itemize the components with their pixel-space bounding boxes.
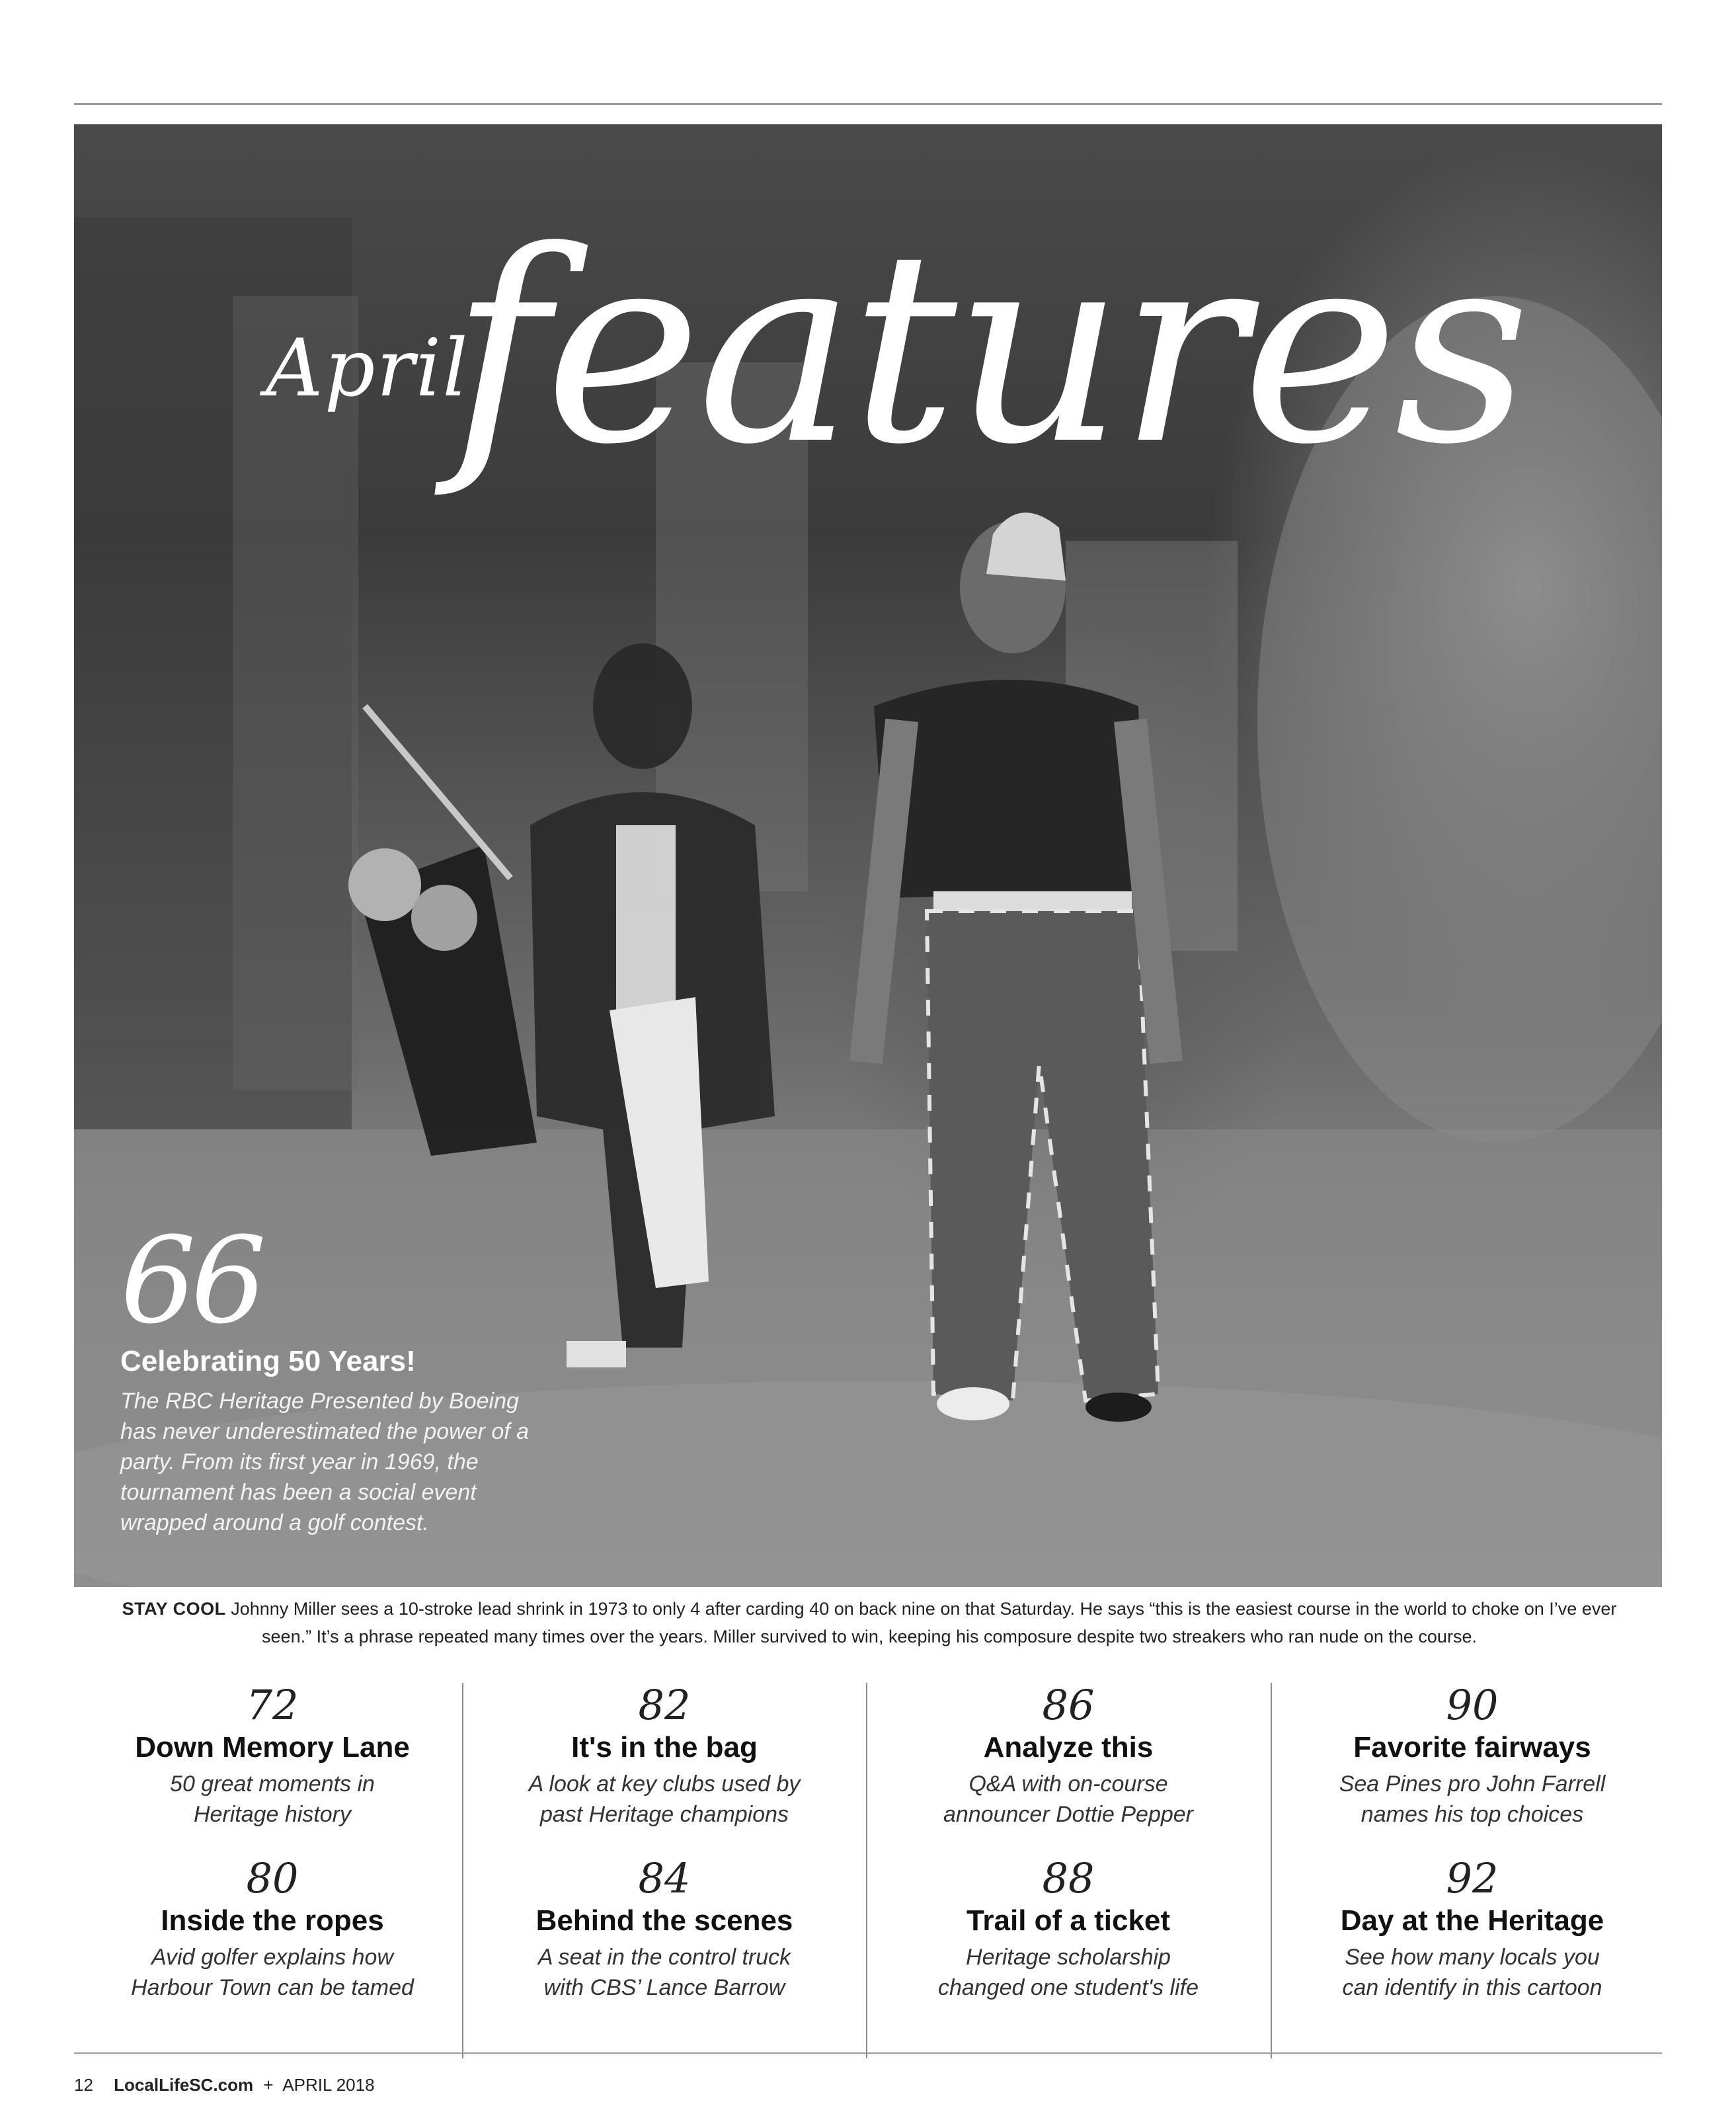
caption-lead: STAY COOL xyxy=(122,1599,226,1619)
feature-description-line: can identify in this cartoon xyxy=(1342,1975,1602,2000)
caption-text: Johnny Miller sees a 10-stroke lead shrink in 1973 to only 4 after carding 40 on back nine on that Saturday. He says “this is the easiest course in the world to choke on I’ve ever seen.” It’s a phrase repeated many times over the years. Miller survived to win, keeping his composure despite two streakers who ran nude on the course. xyxy=(231,1599,1617,1646)
feature-item[interactable] xyxy=(74,1856,471,2003)
footer-issue: APRIL 2018 xyxy=(282,2075,375,2095)
features-column xyxy=(870,1683,1267,2053)
feature-description-line: announcer Dottie Pepper xyxy=(943,1802,1194,1827)
feature-description xyxy=(1274,1942,1671,2003)
feature-heading: Behind the scenes xyxy=(535,1904,793,1937)
feature-page: 72 xyxy=(246,1681,299,1729)
feature-description-line: Avid golfer explains how xyxy=(151,1945,394,1970)
feature-item[interactable] xyxy=(74,1683,471,1830)
feature-description-line: past Heritage champions xyxy=(539,1802,789,1827)
feature-description-line: A seat in the control truck xyxy=(537,1945,791,1970)
page-footer xyxy=(74,2075,375,2095)
features-column xyxy=(1274,1683,1671,2053)
feature-item[interactable] xyxy=(870,1683,1267,1830)
features-grid xyxy=(74,1683,1662,2053)
footer-site-link[interactable]: LocalLifeSC.com xyxy=(114,2075,254,2095)
feature-item[interactable] xyxy=(1274,1683,1671,1830)
feature-description-line: Sea Pines pro John Farrell xyxy=(1339,1771,1606,1797)
feature-heading: Trail of a ticket xyxy=(966,1904,1171,1937)
top-rule xyxy=(74,103,1662,105)
feature-description-line: with CBS’ Lance Barrow xyxy=(543,1975,785,2000)
feature-description-line: Heritage history xyxy=(193,1802,352,1827)
feature-heading: Analyze this xyxy=(983,1731,1154,1763)
feature-description-line: Harbour Town can be tamed xyxy=(131,1975,414,2000)
column-divider xyxy=(1271,1683,1272,2058)
feature-description-line: Heritage scholarship xyxy=(966,1945,1171,1970)
feature-description xyxy=(466,1942,863,2003)
feature-heading: Down Memory Lane xyxy=(135,1731,410,1763)
feature-heading: Day at the Heritage xyxy=(1340,1904,1604,1937)
feature-description-line: names his top choices xyxy=(1361,1802,1584,1827)
feature-description-line: See how many locals you xyxy=(1345,1945,1600,1970)
feature-page: 92 xyxy=(1446,1854,1499,1902)
features-column xyxy=(74,1683,471,2053)
feature-heading: It's in the bag xyxy=(571,1731,758,1763)
feature-description xyxy=(870,1942,1267,2003)
feature-item[interactable] xyxy=(870,1856,1267,2003)
title-april: April xyxy=(266,323,469,415)
page-number: 12 xyxy=(74,2075,93,2095)
title-features: features xyxy=(451,195,1526,503)
footer-separator: + xyxy=(263,2075,274,2095)
feature-description-line: Q&A with on-course xyxy=(968,1771,1168,1797)
features-column xyxy=(466,1683,863,2053)
hero-feature[interactable] xyxy=(120,1212,596,1538)
feature-item[interactable] xyxy=(1274,1856,1671,2003)
feature-heading: Inside the ropes xyxy=(161,1904,384,1937)
hero-feature-heading: Celebrating 50 Years! xyxy=(120,1345,416,1377)
feature-page: 82 xyxy=(638,1681,691,1729)
feature-page: 88 xyxy=(1042,1854,1095,1902)
feature-description xyxy=(466,1769,863,1830)
feature-item[interactable] xyxy=(466,1856,863,2003)
feature-description xyxy=(870,1769,1267,1830)
feature-page: 80 xyxy=(246,1854,299,1902)
bottom-rule xyxy=(74,2052,1662,2054)
feature-description-line: changed one student's life xyxy=(937,1975,1199,2000)
feature-description xyxy=(1274,1769,1671,1830)
feature-description xyxy=(74,1942,471,2003)
feature-heading: Favorite fairways xyxy=(1353,1731,1591,1763)
feature-description-line: 50 great moments in xyxy=(170,1771,375,1797)
hero-feature-description: The RBC Heritage Presented by Boeing has never underestimated the power of a party. From its first year in 1969, the tournament has been a social event wrapped around a golf contest. xyxy=(120,1389,530,1535)
hero-photo xyxy=(74,124,1662,1587)
feature-page: 86 xyxy=(1042,1681,1095,1729)
hero-feature-page: 66 xyxy=(120,1212,262,1350)
feature-page: 84 xyxy=(638,1854,691,1902)
feature-description-line: A look at key clubs used by xyxy=(528,1771,801,1797)
feature-item[interactable] xyxy=(466,1683,863,1830)
photo-caption xyxy=(99,1595,1639,1650)
feature-page: 90 xyxy=(1446,1681,1499,1729)
feature-description xyxy=(74,1769,471,1830)
column-divider xyxy=(866,1683,867,2058)
